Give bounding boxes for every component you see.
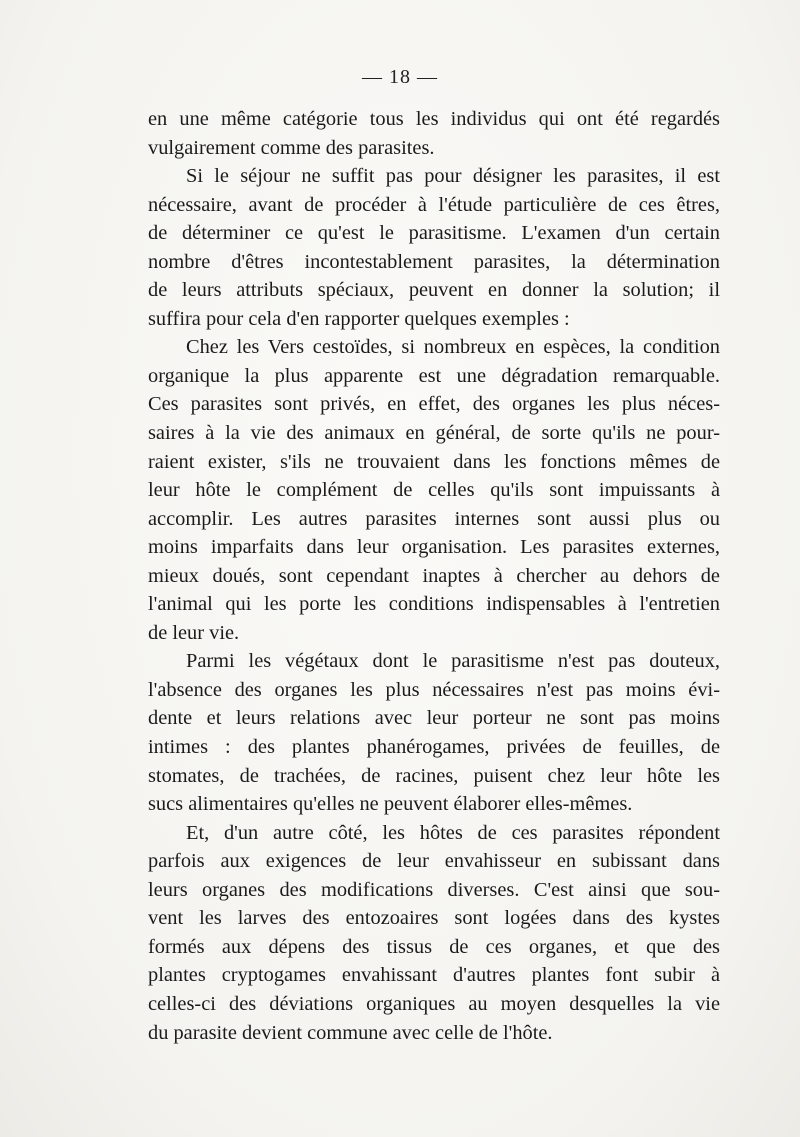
- text-line: Et, d'un autre côté, les hôtes de ces parasites répondent: [186, 821, 720, 844]
- text-line: saires à la vie des animaux en général, de sorte qu'ils ne pour-: [148, 422, 720, 445]
- text-line: leur hôte le complément de celles qu'ils sont impuissants à: [148, 479, 720, 502]
- text-line: leurs organes des modifications diverses. C'est ainsi que sou-: [148, 878, 720, 901]
- text-line: vulgairement comme des parasites.: [148, 136, 435, 159]
- text-line: de leurs attributs spéciaux, peuvent en donner la solution; il: [148, 279, 720, 302]
- text-line: en une même catégorie tous les individus qui ont été regardés: [148, 108, 720, 130]
- text-line: dente et leurs relations avec leur porteur ne sont pas moins: [148, 707, 720, 730]
- page-number: — 18 —: [362, 66, 438, 88]
- text-line: accomplir. Les autres parasites internes sont aussi plus ou: [148, 507, 720, 530]
- text-line: l'animal qui les porte les conditions indispensables à l'entretien: [148, 593, 720, 616]
- text-line: vent les larves des entozoaires sont logées dans des kystes: [148, 907, 720, 930]
- text-line: Chez les Vers cestoïdes, si nombreux en espèces, la condition: [186, 336, 720, 359]
- text-line: Parmi les végétaux dont le parasitisme n'est pas douteux,: [186, 650, 720, 673]
- text-line: intimes : des plantes phanérogames, privées de feuilles, de: [148, 736, 720, 759]
- text-line: Ces parasites sont privés, en effet, des organes les plus néces-: [148, 393, 720, 416]
- text-line: nécessaire, avant de procéder à l'étude particulière de ces êtres,: [148, 193, 720, 216]
- text-line: plantes cryptogames envahissant d'autres plantes font subir à: [148, 964, 720, 987]
- text-line: de leur vie.: [148, 621, 240, 644]
- text-line: moins imparfaits dans leur organisation. Les parasites externes,: [148, 536, 720, 559]
- text-line: du parasite devient commune avec celle de l'hôte.: [148, 1021, 553, 1044]
- text-line: parfois aux exigences de leur envahisseur en subissant dans: [148, 850, 720, 873]
- text-line: organique la plus apparente est une dégradation remarquable.: [148, 364, 720, 387]
- text-line: mieux doués, sont cependant inaptes à chercher au dehors de: [148, 564, 720, 587]
- text-line: formés aux dépens des tissus de ces organes, et que des: [148, 935, 720, 958]
- text-line: sucs alimentaires qu'elles ne peuvent élaborer elles-mêmes.: [148, 793, 633, 816]
- text-line: de déterminer ce qu'est le parasitisme. L'examen d'un certain: [148, 222, 720, 245]
- text-line: l'absence des organes les plus nécessaires n'est pas moins évi-: [148, 678, 720, 701]
- text-line: nombre d'êtres incontestablement parasites, la détermination: [148, 250, 720, 273]
- text-line: celles-ci des déviations organiques au moyen desquelles la vie: [148, 992, 720, 1015]
- text-line: Si le séjour ne suffit pas pour désigner les parasites, il est: [186, 165, 720, 188]
- text-line: suffira pour cela d'en rapporter quelques exemples :: [148, 307, 570, 330]
- page-body: [148, 105, 720, 1047]
- text-line: raient exister, s'ils ne trouvaient dans les fonctions mêmes de: [148, 450, 720, 473]
- text-line: stomates, de trachées, de racines, puisent chez leur hôte les: [148, 764, 720, 787]
